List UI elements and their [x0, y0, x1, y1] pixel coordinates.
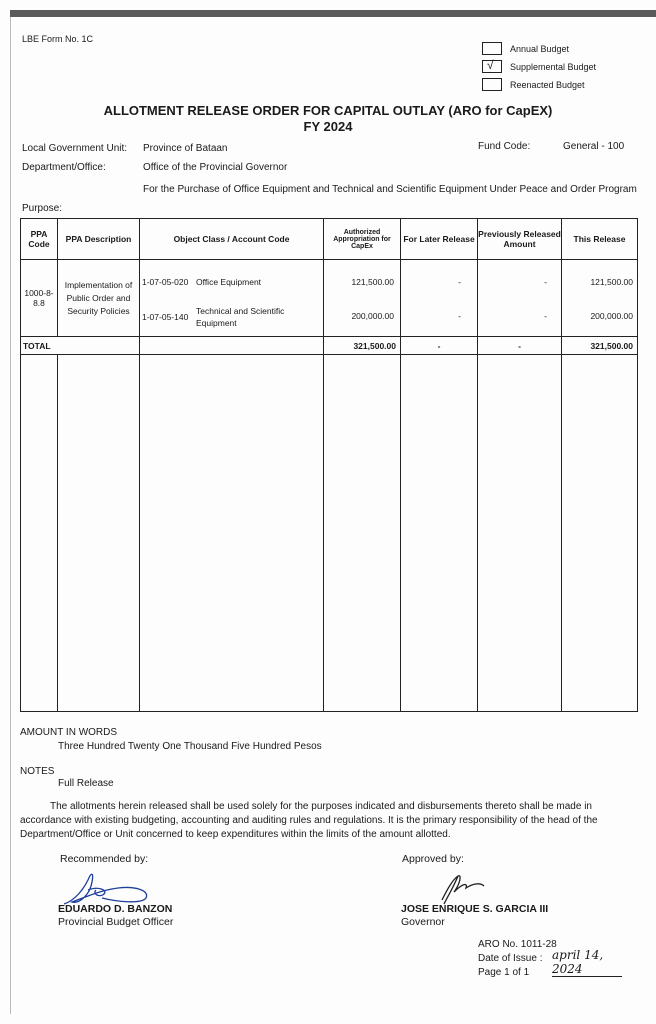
account-code: 1-07-05-020 [142, 277, 189, 287]
total-later: - [401, 337, 478, 355]
authorized-amount: 200,000.00 [351, 311, 394, 321]
check-mark-icon: √ [487, 58, 494, 72]
table-row [21, 260, 638, 337]
previous-release-amount: - [544, 277, 547, 287]
header-previously-released: Previously Released Amount [478, 219, 562, 260]
table-header-row [21, 219, 638, 260]
supplemental-checkbox [482, 60, 502, 73]
notes-value: Full Release [58, 778, 114, 789]
date-of-issue-value: april 14, 2024 [552, 948, 622, 977]
later-release-amount: - [458, 277, 461, 287]
this-release-cell [562, 260, 638, 337]
object-class-cell [140, 260, 324, 337]
later-release-amount: - [458, 311, 461, 321]
total-previous: - [478, 337, 562, 355]
account-code: 1-07-05-140 [142, 312, 189, 322]
dept-value: Office of the Provincial Governor [143, 162, 288, 173]
recommended-label: Recommended by: [60, 853, 149, 865]
purpose-value: For the Purchase of Office Equipment and Technical and Scientific Equipment Under Peace and Order Program [143, 184, 637, 195]
account-name: Technical and Scientific Equipment [196, 306, 285, 328]
dept-label: Department/Office: [22, 162, 106, 173]
notes-label: NOTES [20, 766, 55, 777]
header-ppa-description: PPA Description [58, 219, 140, 260]
amount-words-label: AMOUNT IN WORDS [20, 727, 118, 738]
approved-signature [432, 866, 492, 906]
scan-top-border [10, 10, 656, 17]
annual-checkbox [482, 42, 502, 55]
approved-name: JOSE ENRIQUE S. GARCIA III [401, 903, 549, 915]
scan-left-edge [10, 17, 11, 1014]
supplemental-label: Supplemental Budget [510, 61, 597, 72]
total-this-release: 321,500.00 [562, 337, 638, 355]
amount-words: Three Hundred Twenty One Thousand Five Hundred Pesos [58, 741, 322, 752]
recommended-name: EDUARDO D. BANZON [58, 903, 173, 915]
form-number: LBE Form No. 1C [22, 34, 94, 44]
previous-release-amount: - [544, 311, 547, 321]
annual-label: Annual Budget [510, 43, 570, 54]
header-object-class: Object Class / Account Code [140, 219, 324, 260]
budget-type-supplemental [482, 60, 596, 73]
approved-label: Approved by: [402, 853, 464, 865]
reenacted-label: Reenacted Budget [510, 79, 585, 90]
total-authorized: 321,500.00 [324, 337, 401, 355]
account-line-1 [142, 277, 261, 287]
header-this-release: This Release [562, 219, 638, 260]
allotment-table [20, 218, 638, 712]
disclaimer-paragraph: The allotments herein released shall be used solely for the purposes indicated and disbursements thereto shall be made in accordance with existing budgeting, accounting and auditing rules and regulations. It is the primary responsibility of the head of the Department/Office or Unit concerned to keep expenditures within the limits of the amount allotted. [20, 801, 598, 840]
fund-code-label: Fund Code: [478, 141, 531, 152]
approved-title: Governor [401, 916, 445, 928]
account-name: Office Equipment [196, 277, 262, 287]
recommended-title: Provincial Budget Officer [58, 916, 174, 928]
later-release-cell [401, 260, 478, 337]
date-of-issue-label: Date of Issue : [478, 953, 543, 964]
total-row [21, 337, 638, 355]
fund-code-value: General - 100 [563, 141, 625, 152]
lgu-value: Province of Bataan [143, 143, 228, 154]
header-later-release: For Later Release [401, 219, 478, 260]
fiscal-year: FY 2024 [303, 119, 353, 134]
ppa-description-cell [58, 260, 140, 337]
blank-row [21, 355, 638, 712]
ppa-code: 1000-8-8.8 [24, 288, 54, 308]
authorized-amount: 121,500.00 [351, 277, 394, 287]
lgu-label: Local Government Unit: [22, 143, 128, 154]
reenacted-checkbox [482, 78, 502, 91]
authorized-cell [324, 260, 401, 337]
this-release-amount: 200,000.00 [590, 311, 633, 321]
budget-type-annual [482, 42, 569, 55]
account-line-2 [142, 305, 296, 329]
ppa-code-cell [21, 260, 58, 337]
this-release-amount: 121,500.00 [590, 277, 633, 287]
previous-release-cell [478, 260, 562, 337]
header-authorized-appropriation: Authorized Appropriation for CapEx [324, 219, 401, 260]
document-title: ALLOTMENT RELEASE ORDER FOR CAPITAL OUTLAY (ARO for CapEX) [103, 103, 553, 118]
total-label: TOTAL [21, 337, 140, 355]
page-number: Page 1 of 1 [478, 967, 530, 978]
purpose-label: Purpose: [22, 203, 63, 214]
budget-type-reenacted [482, 78, 585, 91]
header-ppa-code: PPA Code [21, 219, 58, 260]
aro-number: ARO No. 1011-28 [478, 939, 557, 950]
ppa-description: Implementation of Public Order and Security Policies [64, 279, 133, 316]
